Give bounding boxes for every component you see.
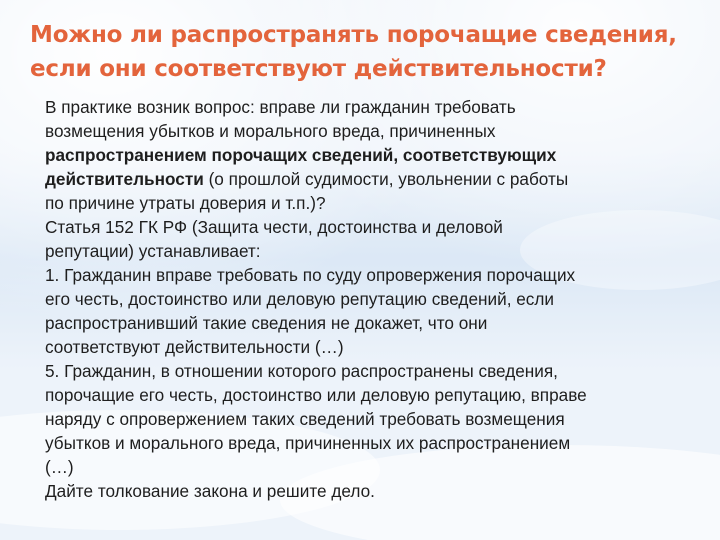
body-line: Статья 152 ГК РФ (Защита чести, достоинства и деловой — [45, 217, 503, 237]
body-line-bold: распространением порочащих сведений, соответствующих — [45, 145, 557, 165]
body-line: соответствуют действительности (…) — [45, 337, 344, 357]
body-line: распространивший такие сведения не докажет, что они — [45, 313, 488, 333]
body-line: его честь, достоинство или деловую репутацию сведений, если — [45, 289, 555, 309]
slide-body — [45, 95, 710, 503]
body-bold-fragment: действительности — [45, 169, 204, 189]
slide-title — [30, 18, 690, 86]
body-line: наряду с опровержением таких сведений требовать возмещения — [45, 409, 565, 429]
body-line: Дайте толкование закона и решите дело. — [45, 481, 375, 501]
body-fragment: (о прошлой судимости, увольнении с работы — [203, 169, 569, 189]
body-line: В практике возник вопрос: вправе ли гражданин требовать — [45, 97, 516, 117]
body-line: 5. Гражданин, в отношении которого распространены сведения, — [45, 361, 558, 381]
body-line: (…) — [45, 457, 74, 477]
body-line: порочащие его честь, достоинство или деловую репутацию, вправе — [45, 385, 587, 405]
body-line: возмещения убытков и морального вреда, причиненных — [45, 121, 496, 141]
body-line: по причине утраты доверия и т.п.)? — [45, 193, 326, 213]
body-line — [45, 167, 710, 191]
body-line: 1. Гражданин вправе требовать по суду опровержения порочащих — [45, 265, 576, 285]
body-line: репутации) устанавливает: — [45, 241, 261, 261]
title-line-2: если они соответствуют действительности? — [30, 56, 607, 82]
body-line: убытков и морального вреда, причиненных их распространением — [45, 433, 571, 453]
title-line-1: Можно ли распространять порочащие сведения, — [30, 22, 677, 48]
